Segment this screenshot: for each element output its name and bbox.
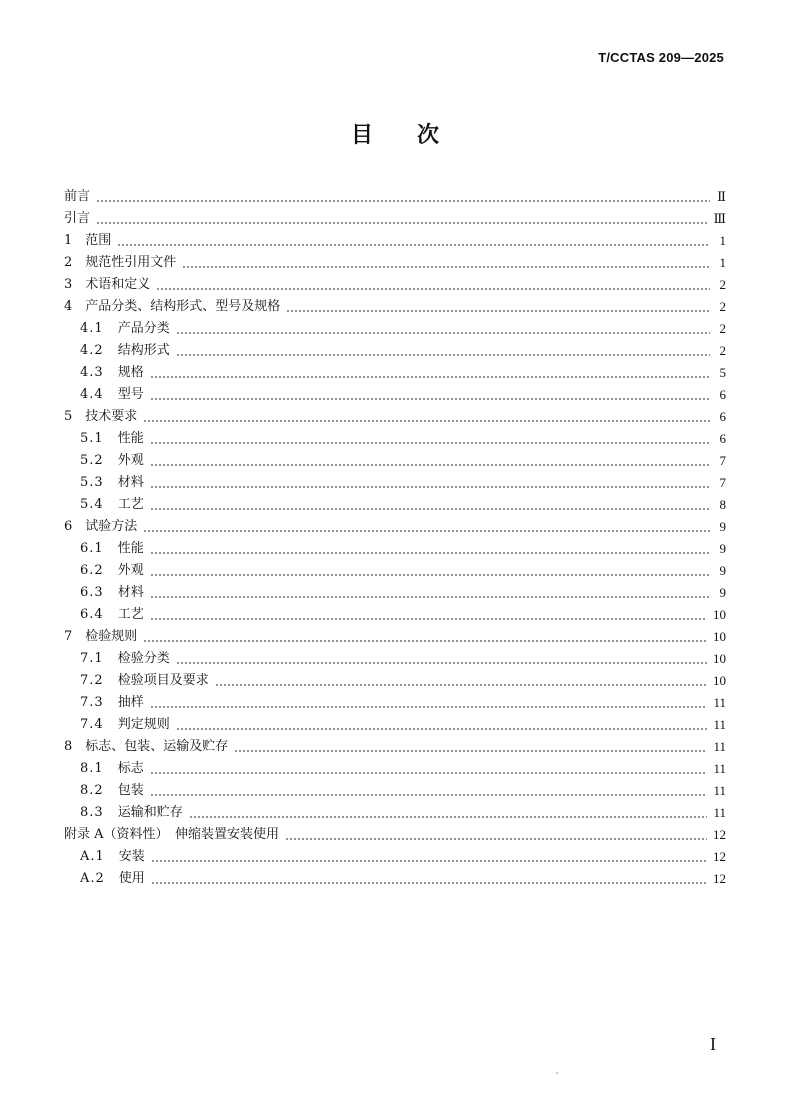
toc-dot-leader (285, 824, 707, 846)
toc-entry-label: 术语和定义 (85, 277, 151, 292)
toc-entry-page: 7 (719, 453, 726, 468)
toc-entry-page: 2 (719, 321, 726, 336)
toc-dot-leader (150, 384, 710, 406)
toc-entry-label: 标志 (117, 761, 144, 776)
toc-entry-label: 检验规则 (85, 629, 138, 644)
toc-entry-number: 6.1 (80, 541, 104, 556)
toc-dot-leader (143, 406, 710, 428)
toc-entry-page: 9 (719, 541, 726, 556)
toc-dot-leader (117, 230, 710, 252)
toc-entry[interactable] (64, 472, 726, 494)
toc-entry-label: 范围 (85, 233, 112, 248)
toc-entry-label: 运输和贮存 (117, 805, 183, 820)
document-id: T/CCTAS 209—2025 (598, 50, 724, 65)
toc-entry[interactable] (64, 230, 726, 252)
toc-dot-leader (150, 472, 710, 494)
toc-entry-number: 6.2 (80, 563, 104, 578)
toc-entry[interactable] (64, 824, 726, 846)
toc-entry-number: A.1 (80, 849, 105, 864)
toc-dot-leader (286, 296, 710, 318)
toc-dot-leader (150, 582, 710, 604)
toc-entry[interactable] (64, 406, 726, 428)
toc-entry-label: 结构形式 (117, 343, 170, 358)
toc-entry-label: 前言 (64, 189, 91, 204)
toc-entry[interactable] (64, 318, 726, 340)
toc-entry-page: 12 (713, 849, 726, 864)
toc-entry-label: 规格 (117, 365, 144, 380)
toc-entry-label: 外观 (117, 563, 144, 578)
toc-entry-label: 型号 (117, 387, 144, 402)
toc-entry-number: 7 (64, 629, 74, 644)
toc-entry-label: 工艺 (117, 607, 144, 622)
toc-entry-page: 2 (719, 277, 726, 292)
toc-dot-leader (150, 538, 710, 560)
toc-entry-page: 8 (719, 497, 726, 512)
toc-entry[interactable] (64, 582, 726, 604)
toc-entry-number: 4.2 (80, 343, 104, 358)
toc-entry-number: 5.2 (80, 453, 104, 468)
toc-entry-page: 2 (719, 299, 726, 314)
toc-entry[interactable] (64, 692, 726, 714)
toc-entry-label: 产品分类、结构形式、型号及规格 (85, 299, 281, 314)
toc-entry-page: 11 (713, 761, 726, 776)
toc-entry-number: 7.2 (80, 673, 104, 688)
toc-entry-number: 6.4 (80, 607, 104, 622)
toc-entry-page: 6 (719, 387, 726, 402)
toc-entry-page: 10 (713, 607, 726, 622)
toc-entry-label: 附录 A（资料性） 伸缩装置安装使用 (64, 827, 280, 842)
toc-entry-page: 1 (719, 255, 726, 270)
toc-entry-page: 11 (713, 695, 726, 710)
toc-dot-leader (176, 648, 707, 670)
toc-dot-leader (150, 780, 708, 802)
toc-entry-page: 7 (719, 475, 726, 490)
page-number: I (710, 1034, 716, 1054)
toc-entry-page: 10 (713, 673, 726, 688)
toc-dot-leader (176, 714, 708, 736)
toc-entry[interactable] (64, 714, 726, 736)
toc-entry-label: 包装 (117, 783, 144, 798)
toc-entry[interactable] (64, 428, 726, 450)
toc-dot-leader (150, 450, 710, 472)
toc-entry-label: 规范性引用文件 (85, 255, 177, 270)
toc-entry[interactable] (64, 384, 726, 406)
toc-dot-leader (143, 516, 710, 538)
toc-entry-label: 产品分类 (117, 321, 170, 336)
toc-entry-number: 2 (64, 255, 74, 270)
toc-dot-leader (143, 626, 707, 648)
toc-entry[interactable] (64, 186, 726, 208)
toc-entry-number: 8.2 (80, 783, 104, 798)
toc-dot-leader (176, 318, 710, 340)
toc-dot-leader (189, 802, 708, 824)
toc-dot-leader (150, 560, 710, 582)
toc-entry[interactable] (64, 780, 726, 802)
toc-dot-leader (176, 340, 710, 362)
toc-entry-number: 1 (64, 233, 74, 248)
toc-entry-number: 6.3 (80, 585, 104, 600)
toc-entry-number: 5.3 (80, 475, 104, 490)
toc-entry[interactable] (64, 758, 726, 780)
toc-entry[interactable] (64, 648, 726, 670)
toc-dot-leader (150, 494, 710, 516)
toc-entry-number: 7.3 (80, 695, 104, 710)
toc-dot-leader (150, 362, 710, 384)
toc-entry-number: 3 (64, 277, 74, 292)
toc-dot-leader (150, 604, 707, 626)
toc-entry-page: Ⅲ (713, 211, 726, 226)
toc-entry-number: 8.1 (80, 761, 104, 776)
toc-entry-number: 6 (64, 519, 74, 534)
toc-entry-number: 8 (64, 739, 74, 754)
toc-entry-label: 安装 (118, 849, 145, 864)
toc-entry-label: 性能 (117, 431, 144, 446)
toc-entry[interactable] (64, 538, 726, 560)
toc-entry-label: 检验分类 (117, 651, 170, 666)
toc-dot-leader (151, 868, 707, 890)
toc-entry-label: 试验方法 (85, 519, 138, 534)
toc-dot-leader (156, 274, 710, 296)
toc-entry[interactable] (64, 494, 726, 516)
toc-entry-label: 判定规则 (117, 717, 170, 732)
toc-entry-page: 11 (713, 783, 726, 798)
toc-dot-leader (215, 670, 707, 692)
toc-dot-leader (150, 428, 710, 450)
toc-dot-leader (96, 208, 707, 230)
toc-entry[interactable] (64, 736, 726, 758)
toc-entry-page: 5 (719, 365, 726, 380)
toc-entry-page: 11 (713, 717, 726, 732)
toc-entry-number: 5 (64, 409, 74, 424)
toc-entry-label: 工艺 (117, 497, 144, 512)
toc-dot-leader (150, 692, 708, 714)
toc-entry-label: 材料 (117, 585, 144, 600)
toc-entry-number: 8.3 (80, 805, 104, 820)
toc-entry-number: 5.4 (80, 497, 104, 512)
toc-entry-number: 5.1 (80, 431, 104, 446)
toc-entry-number: 4.3 (80, 365, 104, 380)
toc-entry-label: 技术要求 (85, 409, 138, 424)
toc-entry[interactable] (64, 274, 726, 296)
toc-entry-page: 12 (713, 827, 726, 842)
toc-entry[interactable] (64, 252, 726, 274)
toc-list (64, 186, 726, 890)
toc-entry[interactable] (64, 868, 726, 890)
toc-entry-number: 7.4 (80, 717, 104, 732)
toc-entry[interactable] (64, 670, 726, 692)
toc-entry[interactable] (64, 296, 726, 318)
toc-entry-number: 4 (64, 299, 74, 314)
toc-dot-leader (150, 758, 708, 780)
toc-entry-page: 1 (719, 233, 726, 248)
toc-entry-label: 引言 (64, 211, 91, 226)
toc-entry[interactable] (64, 560, 726, 582)
toc-dot-leader (234, 736, 707, 758)
toc-entry[interactable] (64, 846, 726, 868)
toc-dot-leader (182, 252, 710, 274)
toc-entry-number: 7.1 (80, 651, 104, 666)
toc-entry-page: 2 (719, 343, 726, 358)
toc-entry[interactable] (64, 340, 726, 362)
toc-entry[interactable] (64, 802, 726, 824)
toc-entry-page: 12 (713, 871, 726, 886)
toc-entry[interactable] (64, 626, 726, 648)
toc-entry[interactable] (64, 604, 726, 626)
toc-entry[interactable] (64, 362, 726, 384)
toc-entry[interactable] (64, 516, 726, 538)
toc-entry-number: 4.1 (80, 321, 104, 336)
toc-entry-label: 检验项目及要求 (117, 673, 209, 688)
toc-entry-page: 10 (713, 651, 726, 666)
toc-entry-label: 性能 (117, 541, 144, 556)
toc-entry-label: 外观 (117, 453, 144, 468)
toc-entry-page: 9 (719, 563, 726, 578)
toc-entry-number: 4.4 (80, 387, 104, 402)
toc-entry-label: 标志、包装、运输及贮存 (85, 739, 229, 754)
toc-entry-page: 9 (719, 585, 726, 600)
toc-entry-page: Ⅱ (717, 189, 726, 204)
toc-dot-leader (96, 186, 710, 208)
toc-entry[interactable] (64, 208, 726, 230)
toc-entry-page: 11 (713, 805, 726, 820)
toc-entry-number: A.2 (80, 871, 105, 886)
toc-entry-label: 材料 (117, 475, 144, 490)
toc-entry-page: 9 (719, 519, 726, 534)
toc-entry-page: 6 (719, 431, 726, 446)
toc-entry-label: 抽样 (117, 695, 144, 710)
toc-entry-page: 6 (719, 409, 726, 424)
toc-entry-label: 使用 (118, 871, 145, 886)
toc-title: 目 次 (350, 123, 439, 148)
toc-entry[interactable] (64, 450, 726, 472)
toc-dot-leader (151, 846, 707, 868)
toc-entry-page: 10 (713, 629, 726, 644)
toc-entry-page: 11 (713, 739, 726, 754)
scan-speck (556, 1072, 558, 1074)
